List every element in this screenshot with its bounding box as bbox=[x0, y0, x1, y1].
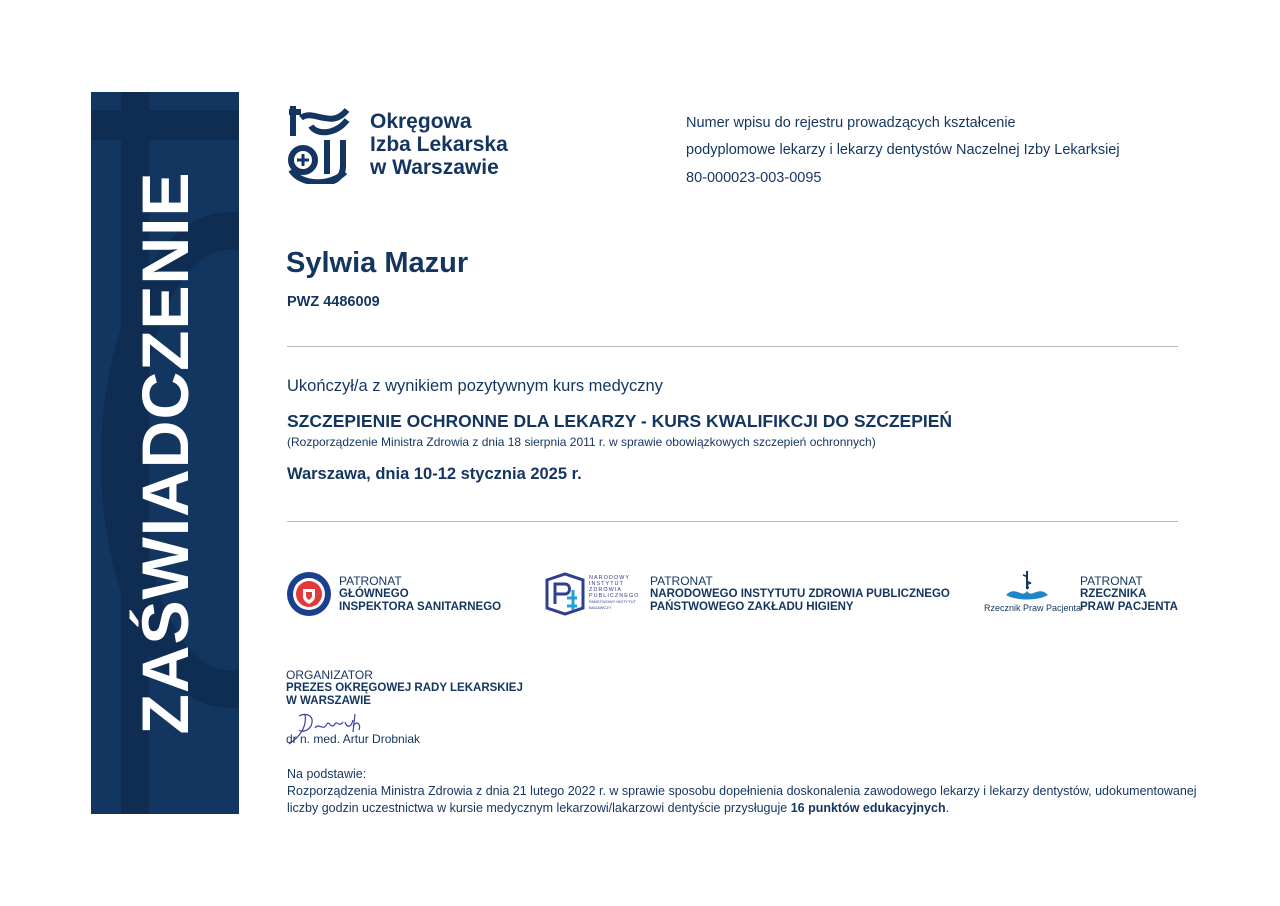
logo-name-line-1: Okręgowa bbox=[370, 110, 472, 133]
nizp-logo-text: PAŃSTWOWY INSTYTUT bbox=[589, 599, 636, 604]
patron-1-label: PATRONAT bbox=[339, 574, 402, 588]
organizer-line-1: PREZES OKRĘGOWEJ RADY LEKARSKIEJ bbox=[286, 682, 523, 694]
nizp-logo-text: INSTYTUT bbox=[589, 581, 624, 587]
course-regulation: (Rozporządzenie Ministra Zdrowia z dnia 18 sierpnia 2011 r. w sprawie obowiązkowych szczepień ochronnych) bbox=[287, 435, 876, 449]
organizer-label: ORGANIZATOR bbox=[286, 668, 373, 682]
nizp-logo-text: PUBLICZNEGO bbox=[589, 593, 640, 599]
organizer-line-2: W WARSZAWIE bbox=[286, 695, 371, 707]
logo-name-line-3: w Warszawie bbox=[370, 156, 499, 179]
basis-text-prefix: liczby godzin uczestnictwa w kursie medycznym lekarzowi/lakarzowi dentyście przysługuje bbox=[287, 801, 788, 815]
patron-2-name-line-1: NARODOWEGO INSTYTUTU ZDROWIA PUBLICZNEGO bbox=[650, 588, 950, 600]
basis-text-line-1: Rozporządzenia Ministra Zdrowia z dnia 21 lutego 2022 r. w sprawie sposobu dopełnienia doskonalenia zawodowego lekarzy i lekarzy dentystów, udokumentowanej bbox=[287, 784, 1197, 798]
nizp-logo-text: ZDROWIA bbox=[589, 587, 622, 593]
patron-3-name-line-2: PRAW PACJENTA bbox=[1080, 601, 1178, 613]
nizp-logo-text: NARODOWY bbox=[589, 575, 630, 581]
course-title: SZCZEPIENIE OCHRONNE DLA LEKARZY - KURS KWALIFIKCJI DO SZCZEPIEŃ bbox=[287, 411, 953, 431]
patron-2-label: PATRONAT bbox=[650, 574, 713, 588]
place-and-date: Warszawa, dnia 10-12 stycznia 2025 r. bbox=[287, 465, 582, 483]
nizp-logo-text: BADAWCZY bbox=[589, 605, 612, 610]
basis-label: Na podstawie: bbox=[287, 767, 367, 781]
patron-2-name-line-2: PAŃSTWOWEGO ZAKŁADU HIGIENY bbox=[650, 601, 854, 613]
recipient-name: Sylwia Mazur bbox=[286, 247, 469, 279]
patron-1-name-line-2: INSPEKTORA SANITARNEGO bbox=[339, 601, 502, 613]
patron-3-name-line-1: RZECZNIKA bbox=[1080, 588, 1147, 600]
recipient-pwz: PWZ 4486009 bbox=[287, 294, 380, 310]
register-info-line-1: Numer wpisu do rejestru prowadzących kształcenie bbox=[686, 115, 1016, 131]
basis-text-line-2 bbox=[287, 801, 949, 815]
certificate-title: ZAŚWIADCZENIE bbox=[128, 171, 202, 735]
oil-warszawa-logo-icon bbox=[287, 104, 353, 184]
completion-statement: Ukończył/a z wynikiem pozytywnym kurs medyczny bbox=[287, 377, 663, 395]
signatory-name: dr n. med. Artur Drobniak bbox=[286, 732, 421, 746]
patient-rights-logo-caption: Rzecznik Praw Pacjenta bbox=[984, 603, 1082, 613]
logo-name-line-2: Izba Lekarska bbox=[370, 133, 508, 156]
certificate-side-banner bbox=[91, 92, 239, 814]
register-number: 80-000023-003-0095 bbox=[686, 170, 822, 186]
divider bbox=[287, 346, 1178, 347]
nizp-pzh-logo-icon bbox=[543, 572, 587, 616]
patron-1-name-line-1: GŁÓWNEGO bbox=[339, 588, 409, 600]
divider bbox=[287, 521, 1178, 522]
patron-3-label: PATRONAT bbox=[1080, 574, 1143, 588]
basis-text-suffix: . bbox=[945, 801, 950, 815]
register-info-line-2: podyplomowe lekarzy i lekarzy dentystów Naczelnej Izby Lekarksiej bbox=[686, 142, 1120, 158]
banner-decoration bbox=[91, 110, 239, 140]
patient-rights-ombudsman-logo-icon bbox=[1004, 569, 1050, 601]
sanitary-inspection-logo-icon bbox=[286, 571, 332, 617]
education-points: 16 punktów edukacyjnych bbox=[790, 801, 946, 815]
